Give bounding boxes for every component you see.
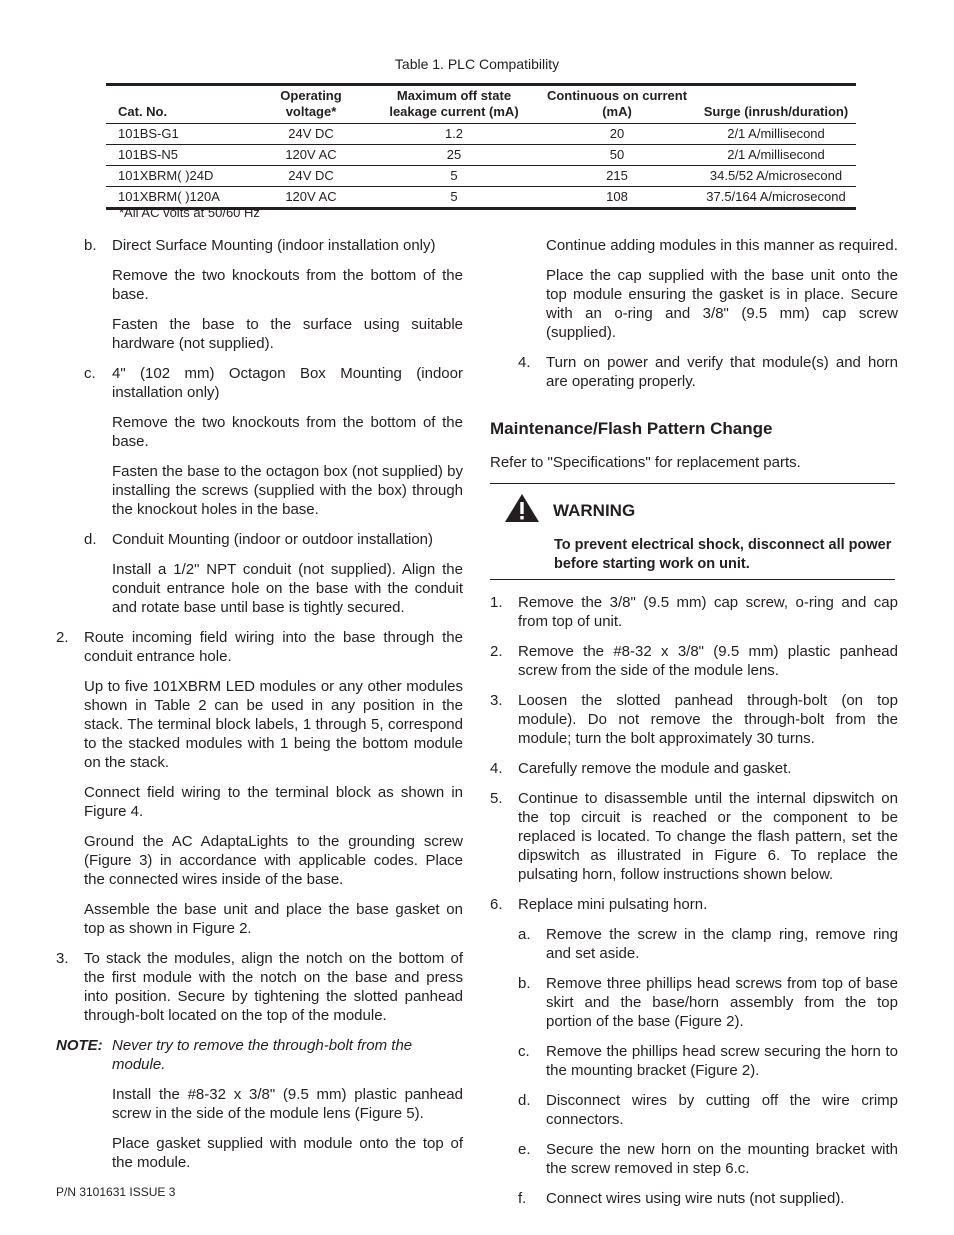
- step-text: Replace mini pulsating horn.: [518, 896, 708, 913]
- step-number: 3.: [56, 950, 69, 967]
- table-cell: 108: [538, 187, 696, 209]
- table-cell: 1.2: [370, 124, 538, 145]
- list-item: [490, 642, 898, 680]
- table-cell: 101XBRM( )24D: [106, 166, 252, 187]
- step-number: c.: [518, 1043, 530, 1060]
- note-label: NOTE:: [56, 1037, 103, 1054]
- table-cell: 34.5/52 A/microsecond: [696, 166, 856, 187]
- table-caption: Table 1. PLC Compatibility: [394, 56, 560, 72]
- header-cat-no: Cat. No.: [106, 85, 252, 124]
- table-row: [106, 145, 856, 166]
- step-c: [84, 364, 463, 402]
- step-number: 4.: [518, 354, 531, 371]
- paragraph: Assemble the base unit and place the base gasket on top as shown in Figure 2.: [84, 901, 463, 937]
- step-text: Turn on power and verify that module(s) and horn are operating properly.: [546, 354, 898, 390]
- step-text: Carefully remove the module and gasket.: [518, 760, 792, 777]
- step-number: b.: [84, 237, 97, 254]
- step-text: Loosen the slotted panhead through-bolt (on top module). Do not remove the through-bolt from the module; turn the bolt approximately 30 turns.: [518, 692, 898, 747]
- step-number: 5.: [490, 790, 503, 807]
- step-number: 4.: [490, 760, 503, 777]
- step-text: Continue to disassemble until the internal dipswitch on the top circuit is reached or the component to be replaced is located. To change the flash pattern, set the dipswitch as illustrated in Figure 6. To replace the pulsating horn, follow instructions shown below.: [518, 790, 898, 883]
- step-number: d.: [518, 1092, 531, 1109]
- step-number: c.: [84, 365, 96, 382]
- step-d: [84, 530, 463, 549]
- warning-text: To prevent electrical shock, disconnect all power before starting work on unit.: [554, 537, 892, 572]
- step-text: To stack the modules, align the notch on the bottom of the first module with the notch on the base and press into position. Secure by tightening the slotted panhead through-bolt located on the top of the module.: [84, 950, 463, 1024]
- list-item: [490, 789, 898, 884]
- paragraph: Connect field wiring to the terminal block as shown in Figure 4.: [84, 784, 463, 820]
- header-leakage-current: Maximum off state leakage current (mA): [370, 85, 538, 124]
- paragraph: Place gasket supplied with module onto the top of the module.: [112, 1135, 463, 1171]
- table-row: [106, 166, 856, 187]
- paragraph: Refer to "Specifications" for replacement parts.: [490, 454, 801, 471]
- paragraph: Continue adding modules in this manner as required.: [546, 237, 898, 254]
- left-column: [56, 236, 463, 1183]
- table-cell: 24V DC: [252, 166, 370, 187]
- list-item: [490, 593, 898, 631]
- step-2: [56, 628, 463, 666]
- step-number: 3.: [490, 692, 503, 709]
- list-item: [518, 1140, 898, 1178]
- step-number: b.: [518, 975, 531, 992]
- table-cell: 20: [538, 124, 696, 145]
- paragraph: Remove the two knockouts from the bottom of the base.: [112, 414, 463, 450]
- table-cell: 5: [370, 187, 538, 209]
- table-row: [106, 124, 856, 145]
- step-number: 2.: [490, 643, 503, 660]
- list-item: [518, 1091, 898, 1129]
- list-item: [518, 1189, 898, 1208]
- step-number: e.: [518, 1141, 531, 1158]
- step-text: Remove three phillips head screws from top of base skirt and the base/horn assembly from the top portion of the base (Figure 2).: [546, 975, 898, 1030]
- paragraph: Fasten the base to the octagon box (not supplied) by installing the screws (supplied with the box) through the knockout holes in the base.: [112, 463, 463, 518]
- step-3: [56, 949, 463, 1025]
- warning-triangle-icon: [504, 493, 540, 528]
- plc-compatibility-table: [106, 83, 856, 210]
- step-text: Secure the new horn on the mounting bracket with the screw removed in step 6.c.: [546, 1141, 898, 1177]
- paragraph: Place the cap supplied with the base unit onto the top module ensuring the gasket is in place. Secure with an o-ring and 3/8" (9.5 mm) cap screw (supplied).: [546, 267, 898, 341]
- header-surge: Surge (inrush/duration): [696, 85, 856, 124]
- list-item: [518, 974, 898, 1031]
- table-cell: 101BS-G1: [106, 124, 252, 145]
- list-item: [518, 1042, 898, 1080]
- table-cell: 120V AC: [252, 187, 370, 209]
- step-text: Conduit Mounting (indoor or outdoor installation): [112, 531, 434, 548]
- step-4: [490, 353, 898, 391]
- table-cell: 5: [370, 166, 538, 187]
- paragraph: Remove the two knockouts from the bottom of the base.: [112, 267, 463, 303]
- section-heading: Maintenance/Flash Pattern Change: [490, 419, 773, 438]
- list-item: [490, 691, 898, 748]
- paragraph: Install the #8-32 x 3/8" (9.5 mm) plastic panhead screw in the side of the module lens (Figure 5).: [112, 1086, 463, 1122]
- step-text: Disconnect wires by cutting off the wire crimp connectors.: [546, 1092, 898, 1128]
- step-number: 2.: [56, 629, 69, 646]
- step-number: 6.: [490, 896, 503, 913]
- step-text: Direct Surface Mounting (indoor installation only): [112, 237, 436, 254]
- note-text: Never try to remove the through-bolt from the module.: [112, 1037, 413, 1073]
- table-footnote: *All AC volts at 50/60 Hz: [119, 205, 260, 220]
- step-number: 1.: [490, 594, 503, 611]
- right-column: [490, 236, 898, 1219]
- warning-box: [490, 483, 895, 580]
- header-continuous-current: Continuous on current (mA): [538, 85, 696, 124]
- part-number: P/N 3101631 ISSUE 3: [56, 1185, 176, 1199]
- note: [56, 1036, 463, 1074]
- step-number: a.: [518, 926, 531, 943]
- table-cell: 120V AC: [252, 145, 370, 166]
- warning-title: WARNING: [553, 501, 636, 520]
- table-cell: 25: [370, 145, 538, 166]
- table-cell: 24V DC: [252, 124, 370, 145]
- header-operating-voltage: Operating voltage*: [252, 85, 370, 124]
- table-cell: 2/1 A/millisecond: [696, 145, 856, 166]
- list-item: [490, 759, 898, 778]
- step-text: 4" (102 mm) Octagon Box Mounting (indoor installation only): [112, 365, 463, 401]
- step-text: Remove the 3/8" (9.5 mm) cap screw, o-ring and cap from top of unit.: [518, 594, 898, 630]
- table-cell: 215: [538, 166, 696, 187]
- step-text: Route incoming field wiring into the base through the conduit entrance hole.: [84, 629, 463, 665]
- paragraph: Ground the AC AdaptaLights to the grounding screw (Figure 3) in accordance with applicable codes. Place the connected wires inside of the base.: [84, 833, 463, 888]
- list-item: [490, 895, 898, 914]
- step-b: [84, 236, 463, 255]
- table-cell: 101XBRM( )120A: [106, 187, 252, 209]
- table-header-row: [106, 85, 856, 124]
- step-number: d.: [84, 531, 97, 548]
- step-text: Connect wires using wire nuts (not supplied).: [546, 1190, 845, 1207]
- table-cell: 2/1 A/millisecond: [696, 124, 856, 145]
- paragraph: Up to five 101XBRM LED modules or any other modules shown in Table 2 can be used in any position in the stack. The terminal block labels, 1 through 5, correspond to the stacked modules with 1 being the bottom module on the stack.: [84, 678, 463, 771]
- step-text: Remove the phillips head screw securing the horn to the mounting bracket (Figure 2).: [546, 1043, 898, 1079]
- table-cell: 101BS-N5: [106, 145, 252, 166]
- list-item: [518, 925, 898, 963]
- table-cell: 50: [538, 145, 696, 166]
- step-number: f.: [518, 1190, 527, 1207]
- step-text: Remove the #8-32 x 3/8" (9.5 mm) plastic panhead screw from the side of the module lens.: [518, 643, 898, 679]
- step-text: Remove the screw in the clamp ring, remove ring and set aside.: [546, 926, 898, 962]
- paragraph: Install a 1/2" NPT conduit (not supplied). Align the conduit entrance hole on the base with the conduit and rotate base until base is tightly secured.: [112, 561, 463, 616]
- paragraph: Fasten the base to the surface using suitable hardware (not supplied).: [112, 316, 463, 352]
- table-cell: 37.5/164 A/microsecond: [696, 187, 856, 209]
